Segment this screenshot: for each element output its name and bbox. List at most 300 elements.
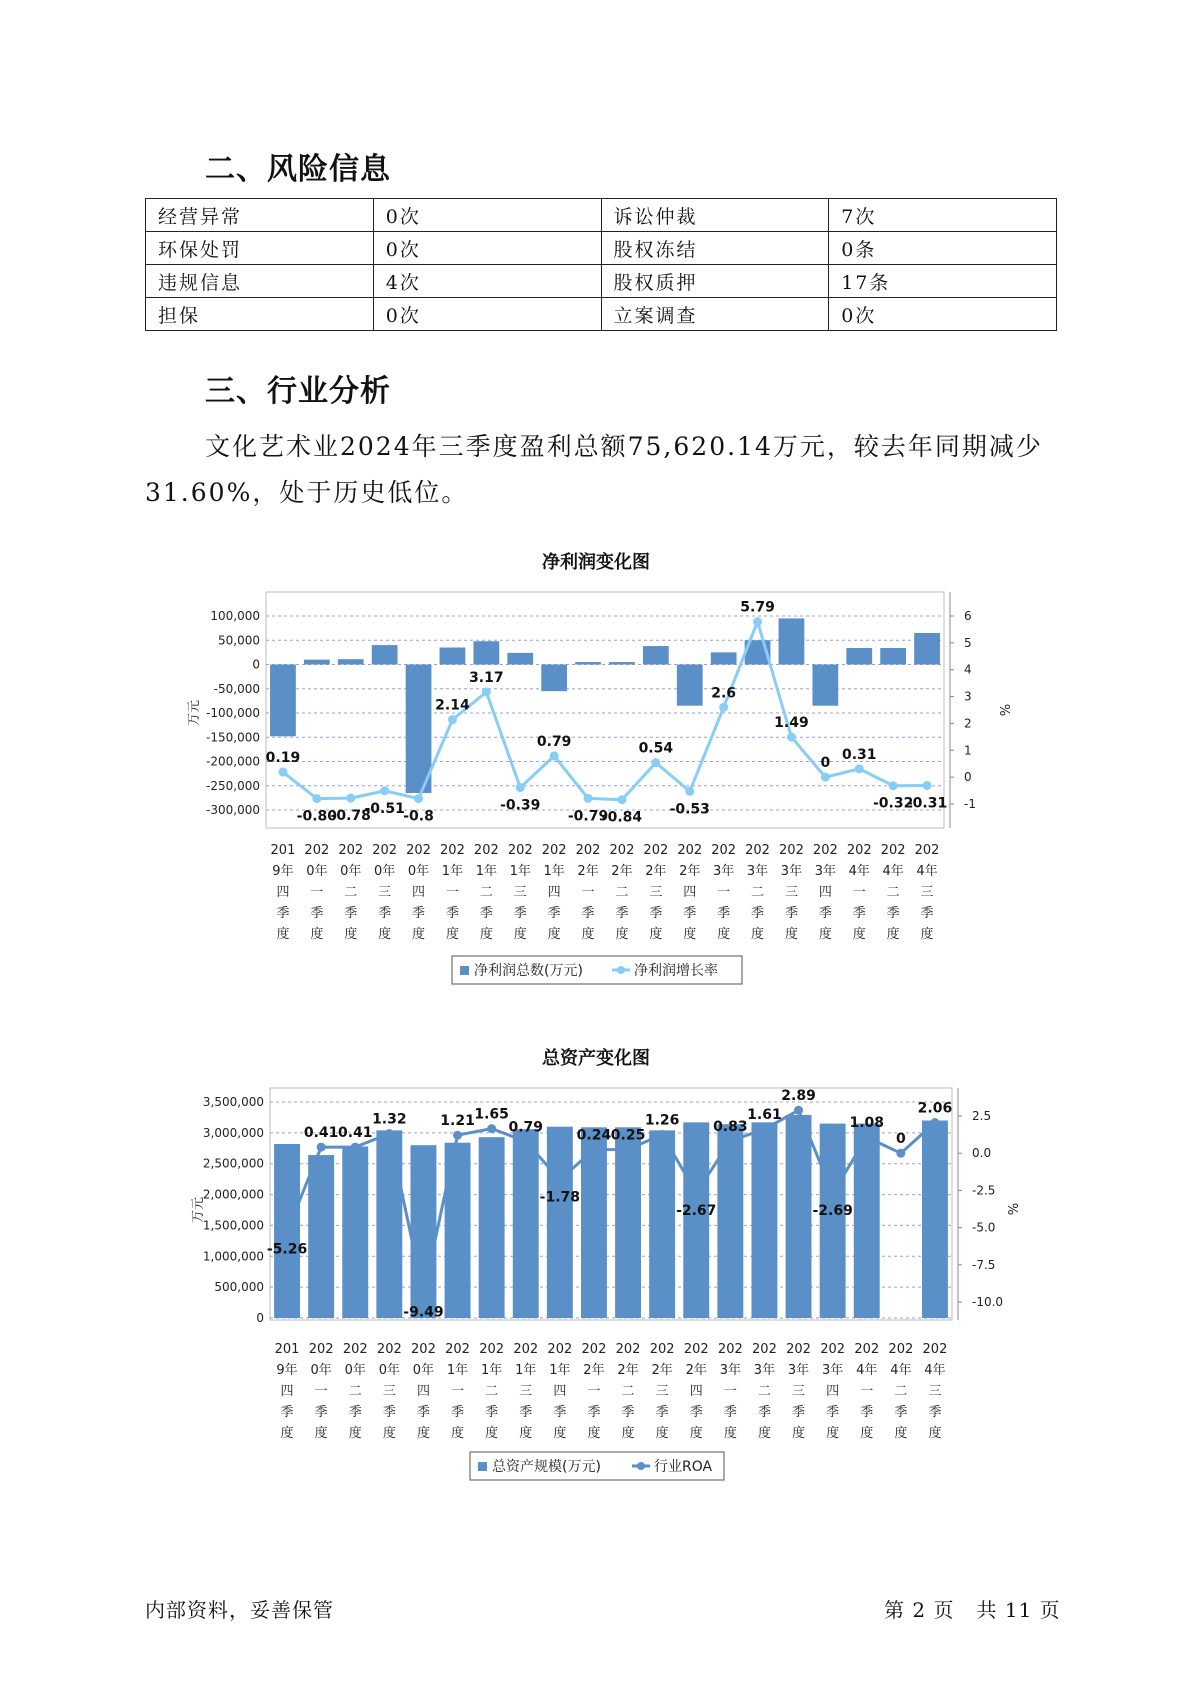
bar — [342, 1146, 368, 1318]
x-tick-label: 202 — [745, 843, 770, 858]
x-tick-label: 1年 — [481, 1363, 503, 1378]
x-tick-label: 3年 — [814, 864, 836, 879]
x-tick-label: 四 — [416, 1384, 430, 1399]
data-label: 2.06 — [917, 1100, 953, 1117]
x-tick-label: 季 — [348, 1405, 362, 1420]
x-tick-label: 202 — [513, 1342, 539, 1357]
x-tick-label: 季 — [547, 906, 561, 921]
x-tick-label: 202 — [581, 1342, 607, 1357]
x-tick-label: 0年 — [407, 864, 430, 879]
x-tick-label: 季 — [826, 1405, 840, 1420]
x-tick-label: 四 — [553, 1384, 567, 1399]
x-tick-label: 季 — [479, 906, 493, 921]
y-tick-label: 3,000,000 — [202, 1125, 264, 1140]
line-point — [283, 1227, 292, 1236]
line-point — [794, 1106, 803, 1115]
line-point — [760, 1125, 769, 1134]
x-tick-label: 季 — [894, 1405, 908, 1420]
x-tick-label: 202 — [338, 843, 364, 858]
x-tick-label: 一 — [314, 1384, 328, 1399]
x-tick-label: 度 — [314, 1426, 328, 1441]
x-tick-label: 度 — [382, 1426, 396, 1441]
data-label: 0.79 — [536, 733, 572, 750]
section-title-risk: 二、风险信息 — [205, 152, 391, 187]
bar — [372, 645, 398, 664]
x-tick-label: 202 — [880, 843, 906, 858]
data-label: 1.26 — [644, 1112, 680, 1129]
x-tick-label: 9年 — [276, 1363, 298, 1378]
x-tick-label: 201 — [274, 1342, 300, 1357]
x-tick-label: 202 — [473, 843, 499, 858]
y2-axis-label: % — [1004, 1202, 1019, 1216]
x-tick-label: 四 — [547, 885, 561, 900]
x-tick-label: 度 — [826, 1426, 840, 1441]
y-tick-label: 0 — [256, 1311, 264, 1325]
y2-tick-label: 0 — [964, 770, 972, 785]
risk-item-value: 0次 — [829, 298, 1057, 331]
x-tick-label: 四 — [280, 1384, 294, 1399]
x-tick-label: 一 — [587, 1384, 601, 1399]
line-point — [658, 1130, 667, 1139]
data-label: -1.78 — [539, 1189, 581, 1206]
x-tick-label: 度 — [649, 927, 663, 942]
line-point — [555, 1175, 564, 1184]
legend-line-label: 行业ROA — [654, 1459, 713, 1475]
x-tick-label: 度 — [723, 1426, 737, 1441]
x-tick-label: 3年 — [719, 1363, 741, 1378]
x-tick-label: 季 — [784, 906, 798, 921]
bar — [914, 633, 940, 665]
x-tick-label: 三 — [378, 885, 392, 900]
x-tick-label: 一 — [581, 885, 595, 900]
x-tick-label: 二 — [479, 885, 493, 900]
x-tick-label: 季 — [485, 1405, 499, 1420]
line-point — [278, 768, 287, 777]
x-tick-label: 202 — [854, 1342, 880, 1357]
x-tick-label: 季 — [757, 1405, 771, 1420]
data-label: 1.49 — [774, 715, 809, 732]
x-tick-label: 度 — [416, 1426, 430, 1441]
y-tick-label: -100,000 — [206, 706, 260, 720]
x-tick-label: 季 — [344, 906, 358, 921]
y-tick-label: 3,500,000 — [202, 1095, 264, 1109]
risk-item-label: 担保 — [146, 298, 374, 331]
chart-title-total-assets: 总资产变化图 — [542, 1048, 650, 1069]
bar — [786, 1115, 812, 1318]
bar — [304, 660, 330, 665]
x-tick-label: 季 — [519, 1405, 533, 1420]
data-label: 2.14 — [435, 697, 470, 714]
x-tick-label: 四 — [818, 885, 832, 900]
data-label: -0.39 — [500, 797, 541, 814]
line-point — [923, 781, 932, 790]
x-tick-label: 度 — [519, 1426, 533, 1441]
table-row — [146, 265, 1057, 298]
x-tick-label: 4年 — [856, 1363, 878, 1378]
x-tick-label: 202 — [820, 1342, 846, 1357]
x-tick-label: 度 — [513, 927, 527, 942]
x-tick-label: 季 — [416, 1405, 430, 1420]
data-label: 1.65 — [474, 1106, 509, 1123]
x-tick-label: 202 — [779, 843, 804, 858]
x-tick-label: 202 — [922, 1342, 948, 1357]
line-point — [380, 786, 389, 795]
x-tick-label: 9年 — [272, 864, 294, 879]
y-axis-label: 万元 — [191, 1196, 206, 1224]
line-point — [453, 1131, 462, 1140]
x-tick-label: 202 — [643, 843, 669, 858]
x-tick-label: 季 — [412, 906, 426, 921]
y2-tick-label: 1 — [964, 743, 972, 758]
x-tick-label: 0年 — [344, 1363, 366, 1378]
data-label: -0.78 — [330, 808, 371, 825]
chart-title-net-profit: 净利润变化图 — [542, 552, 650, 573]
x-tick-label: 二 — [615, 885, 629, 900]
x-tick-label: 度 — [655, 1426, 669, 1441]
data-label: -0.51 — [364, 800, 405, 817]
y-tick-label: 1,500,000 — [202, 1218, 264, 1233]
line-point — [312, 794, 321, 803]
bar — [547, 1127, 573, 1318]
x-tick-label: 202 — [888, 1342, 914, 1357]
x-tick-label: 一 — [723, 1384, 737, 1399]
y2-tick-label: -7.5 — [972, 1257, 996, 1272]
data-label: -0.79 — [567, 808, 609, 825]
x-tick-label: 度 — [378, 927, 392, 942]
y-tick-label: 500,000 — [214, 1280, 264, 1295]
bar — [308, 1155, 334, 1318]
x-tick-label: 202 — [575, 843, 601, 858]
line-point — [862, 1133, 871, 1142]
y2-tick-label: 6 — [964, 609, 972, 623]
x-tick-label: 二 — [485, 1384, 499, 1399]
y2-tick-label: 2.5 — [972, 1109, 992, 1123]
x-tick-label: 3年 — [787, 1363, 810, 1378]
y-tick-label: 50,000 — [218, 633, 260, 648]
data-label: -0.8 — [403, 808, 434, 825]
x-tick-label: 四 — [683, 885, 697, 900]
x-tick-label: 0年 — [374, 864, 396, 879]
bar — [513, 1129, 539, 1318]
line-point — [930, 1118, 939, 1127]
x-tick-label: 202 — [752, 1342, 777, 1357]
x-tick-label: 度 — [928, 1426, 942, 1441]
bar — [575, 662, 601, 664]
risk-info-table — [145, 198, 1057, 331]
y-tick-label: 0 — [252, 657, 260, 672]
x-tick-label: 季 — [314, 1405, 328, 1420]
risk-item-label: 股权质押 — [601, 265, 829, 298]
x-tick-label: 季 — [451, 1405, 465, 1420]
x-tick-label: 0年 — [310, 1363, 332, 1378]
risk-item-label: 违规信息 — [146, 265, 374, 298]
line-point — [719, 703, 728, 712]
x-tick-label: 度 — [784, 927, 798, 942]
bar — [541, 665, 567, 692]
line-point — [896, 1149, 905, 1158]
x-tick-label: 季 — [445, 906, 459, 921]
y2-tick-label: -2.5 — [972, 1183, 996, 1198]
risk-item-label: 经营异常 — [146, 199, 374, 232]
data-label: 5.79 — [740, 599, 775, 616]
line-point — [753, 617, 762, 626]
line-point — [482, 688, 491, 697]
x-tick-label: 四 — [689, 1384, 703, 1399]
y2-axis-label: % — [996, 703, 1011, 717]
line-point — [487, 1124, 496, 1133]
line-point — [351, 1143, 360, 1152]
x-tick-label: 2年 — [679, 864, 701, 879]
bar — [922, 1121, 948, 1318]
data-label: -9.49 — [403, 1304, 444, 1321]
x-tick-label: 3年 — [713, 864, 735, 879]
data-label: -0.31 — [906, 795, 948, 812]
x-tick-label: 三 — [655, 1384, 669, 1399]
x-tick-label: 202 — [711, 843, 737, 858]
x-tick-label: 度 — [547, 927, 561, 942]
y-tick-label: -50,000 — [213, 681, 260, 696]
legend-line-label: 净利润增长率 — [634, 963, 718, 979]
y-tick-label: -200,000 — [206, 754, 260, 769]
risk-item-value: 7次 — [829, 199, 1057, 232]
bar — [683, 1122, 709, 1318]
x-tick-label: 四 — [276, 885, 290, 900]
x-tick-label: 季 — [723, 1405, 737, 1420]
x-tick-label: 一 — [717, 885, 731, 900]
x-tick-label: 202 — [342, 1342, 368, 1357]
y2-tick-label: 3 — [964, 689, 972, 704]
bar — [338, 659, 364, 664]
x-tick-label: 度 — [920, 927, 934, 942]
x-tick-label: 季 — [920, 906, 934, 921]
x-tick-label: 202 — [445, 1342, 470, 1357]
x-tick-label: 一 — [852, 885, 866, 900]
data-label: -0.80 — [296, 808, 338, 825]
x-tick-label: 度 — [683, 927, 697, 942]
bar — [609, 662, 635, 664]
x-tick-label: 度 — [310, 927, 324, 942]
x-tick-label: 度 — [553, 1426, 567, 1441]
section-title-industry: 三、行业分析 — [205, 374, 391, 409]
y-axis-label: 万元 — [187, 699, 202, 727]
line-point — [692, 1188, 701, 1197]
x-tick-label: 3年 — [753, 1363, 776, 1378]
bar — [649, 1130, 675, 1318]
legend-bar-label: 总资产规模(万元) — [492, 1459, 601, 1475]
x-tick-label: 202 — [914, 843, 940, 858]
risk-item-label: 立案调查 — [601, 298, 829, 331]
x-tick-label: 0年 — [378, 1363, 400, 1378]
x-tick-label: 202 — [376, 1342, 402, 1357]
data-label: 0.19 — [265, 750, 301, 767]
x-tick-label: 季 — [655, 1405, 669, 1420]
bar — [880, 648, 906, 664]
line-point — [521, 1137, 530, 1146]
line-point — [624, 1145, 633, 1154]
bar — [440, 648, 466, 665]
x-tick-label: 度 — [818, 927, 832, 942]
x-tick-label: 201 — [270, 843, 296, 858]
x-tick-label: 季 — [553, 1405, 567, 1420]
x-tick-label: 2年 — [645, 864, 667, 879]
y-tick-label: 100,000 — [210, 609, 260, 623]
x-tick-label: 季 — [689, 1405, 703, 1420]
data-label: 0.25 — [610, 1127, 646, 1144]
x-tick-label: 202 — [479, 1342, 505, 1357]
bar — [615, 1127, 641, 1318]
x-tick-label: 2年 — [685, 1363, 707, 1378]
x-tick-label: 2年 — [651, 1363, 673, 1378]
bar — [473, 641, 499, 664]
data-label: 0.31 — [841, 746, 877, 763]
line-point — [550, 751, 559, 760]
line-point — [584, 794, 593, 803]
x-tick-label: 季 — [860, 1405, 874, 1420]
y-tick-label: -250,000 — [206, 778, 260, 793]
x-tick-label: 季 — [378, 906, 392, 921]
x-tick-label: 2年 — [617, 1363, 639, 1378]
x-tick-label: 度 — [276, 927, 290, 942]
x-tick-label: 度 — [621, 1426, 635, 1441]
x-tick-label: 度 — [615, 927, 629, 942]
x-tick-label: 季 — [928, 1405, 942, 1420]
x-tick-label: 二 — [886, 885, 900, 900]
data-label: -2.69 — [812, 1203, 853, 1220]
x-tick-label: 季 — [751, 906, 765, 921]
data-label: 1.32 — [372, 1111, 407, 1128]
y-tick-label: -300,000 — [206, 803, 260, 817]
x-tick-label: 一 — [445, 885, 459, 900]
risk-item-value: 0条 — [829, 232, 1057, 265]
x-tick-label: 四 — [412, 885, 426, 900]
x-tick-label: 度 — [852, 927, 866, 942]
x-tick-label: 202 — [717, 1342, 743, 1357]
data-label: 1.08 — [849, 1115, 885, 1132]
x-tick-label: 度 — [451, 1426, 465, 1441]
line-point — [346, 794, 355, 803]
line-point — [617, 795, 626, 804]
bar — [820, 1124, 846, 1318]
bar — [376, 1130, 402, 1318]
line-point — [889, 781, 898, 790]
legend-line-marker — [617, 966, 625, 974]
x-tick-label: 一 — [310, 885, 324, 900]
x-tick-label: 1年 — [549, 1363, 571, 1378]
x-tick-label: 季 — [683, 906, 697, 921]
x-tick-label: 3年 — [822, 1363, 844, 1378]
risk-item-label: 股权冻结 — [601, 232, 829, 265]
line-point — [414, 794, 423, 803]
data-label: 0.41 — [303, 1125, 339, 1142]
x-tick-label: 202 — [411, 1342, 436, 1357]
data-label: 1.21 — [440, 1113, 475, 1130]
line-point — [516, 783, 525, 792]
data-label: 0.24 — [576, 1127, 612, 1144]
x-tick-label: 1年 — [475, 864, 497, 879]
x-tick-label: 度 — [860, 1426, 874, 1441]
x-tick-label: 4年 — [890, 1363, 912, 1378]
x-tick-label: 季 — [621, 1405, 635, 1420]
data-label: 0.83 — [713, 1118, 748, 1135]
y2-tick-label: 2 — [964, 716, 972, 731]
x-tick-label: 季 — [310, 906, 324, 921]
x-tick-label: 0年 — [340, 864, 362, 879]
line-point — [589, 1145, 598, 1154]
footer-confidential: 内部资料，妥善保管 — [145, 1598, 334, 1622]
x-tick-label: 二 — [894, 1384, 908, 1399]
x-tick-label: 季 — [792, 1405, 806, 1420]
x-tick-label: 202 — [846, 843, 872, 858]
x-tick-label: 季 — [649, 906, 663, 921]
y2-tick-label: 4 — [964, 662, 972, 677]
x-tick-label: 1年 — [509, 864, 531, 879]
table-row — [146, 199, 1057, 232]
y-tick-label: 2,000,000 — [202, 1187, 264, 1202]
y-tick-label: 2,500,000 — [202, 1156, 264, 1171]
x-tick-label: 202 — [547, 1342, 573, 1357]
y2-tick-label: -1 — [964, 797, 976, 811]
x-tick-label: 0年 — [306, 864, 328, 879]
y-tick-label: 1,000,000 — [202, 1249, 264, 1264]
x-tick-label: 度 — [581, 927, 595, 942]
x-tick-label: 度 — [587, 1426, 601, 1441]
data-label: -2.67 — [676, 1202, 717, 1219]
bar — [846, 648, 872, 664]
data-label: -5.26 — [266, 1241, 308, 1258]
x-tick-label: 季 — [717, 906, 731, 921]
bar — [812, 665, 838, 706]
x-tick-label: 202 — [507, 843, 533, 858]
footer-page-number: 第 2 页 共 11 页 — [884, 1598, 1061, 1622]
x-tick-label: 202 — [609, 843, 635, 858]
x-tick-label: 0年 — [412, 1363, 435, 1378]
x-tick-label: 三 — [519, 1384, 533, 1399]
y2-tick-label: 5 — [964, 635, 972, 650]
x-tick-label: 度 — [479, 927, 493, 942]
x-tick-label: 度 — [445, 927, 459, 942]
x-tick-label: 202 — [304, 843, 330, 858]
bar — [507, 653, 533, 665]
risk-item-value: 0次 — [373, 232, 601, 265]
x-tick-label: 一 — [451, 1384, 465, 1399]
bar — [711, 652, 737, 664]
y2-tick-label: -10.0 — [972, 1295, 1004, 1309]
x-tick-label: 1年 — [446, 1363, 469, 1378]
line-point — [855, 764, 864, 773]
x-tick-label: 202 — [677, 843, 703, 858]
data-label: 0.41 — [337, 1125, 373, 1142]
x-tick-label: 三 — [928, 1384, 942, 1399]
x-tick-label: 季 — [852, 906, 866, 921]
x-tick-label: 202 — [372, 843, 398, 858]
x-tick-label: 度 — [348, 1426, 362, 1441]
x-tick-label: 度 — [894, 1426, 908, 1441]
bar — [445, 1143, 471, 1318]
x-tick-label: 202 — [615, 1342, 641, 1357]
x-tick-label: 1年 — [543, 864, 565, 879]
risk-item-value: 0次 — [373, 298, 601, 331]
x-tick-label: 度 — [792, 1426, 806, 1441]
x-tick-label: 度 — [689, 1426, 703, 1441]
line-point — [385, 1129, 394, 1138]
legend-bar-swatch — [478, 1462, 487, 1471]
risk-item-label: 诉讼仲裁 — [601, 199, 829, 232]
risk-item-value: 17条 — [829, 265, 1057, 298]
x-tick-label: 季 — [615, 906, 629, 921]
bar — [270, 665, 296, 737]
x-tick-label: 度 — [751, 927, 765, 942]
net-profit-chart — [0, 580, 1191, 1000]
